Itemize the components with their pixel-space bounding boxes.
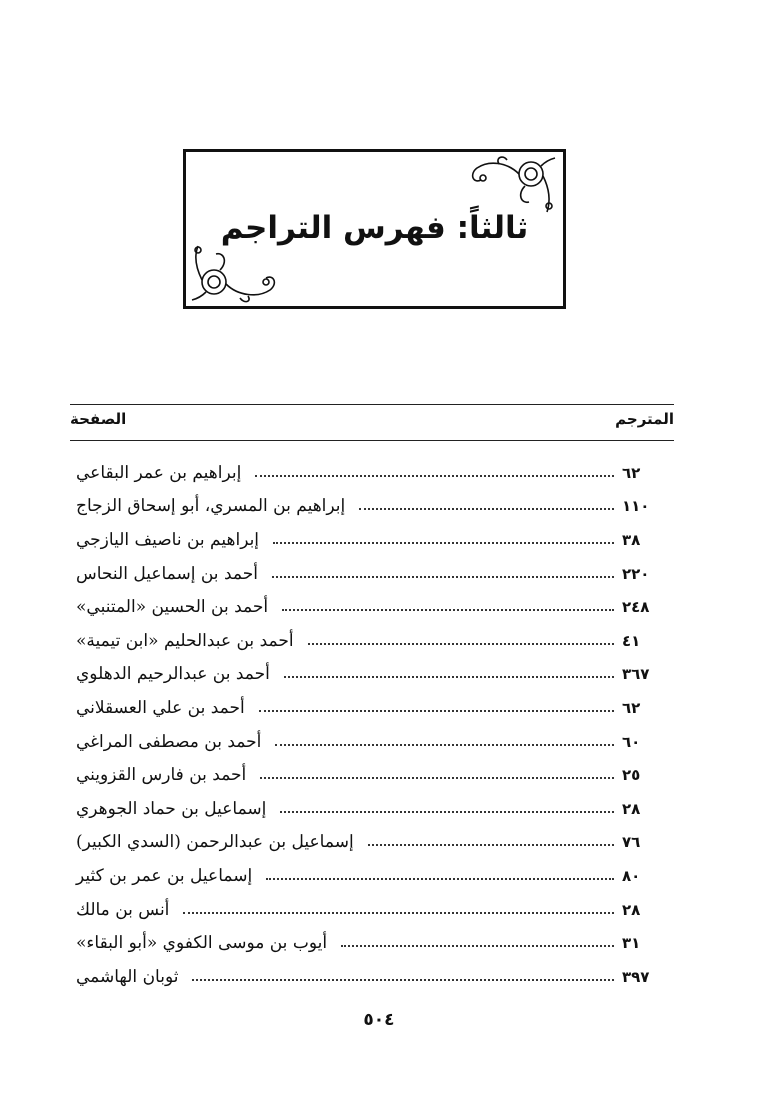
entry-name: أيوب بن موسى الكفوي «أبو البقاء»	[76, 933, 328, 954]
index-entry	[70, 926, 674, 960]
dot-leader	[192, 979, 614, 981]
top-rule	[70, 404, 674, 405]
index-entry	[70, 859, 674, 893]
floral-corner-ornament-icon	[188, 242, 288, 304]
entry-name: إبراهيم بن ناصيف اليازجي	[76, 529, 260, 550]
entry-page: ٦٠	[622, 732, 641, 751]
entry-page: ٢٨	[622, 900, 641, 919]
entry-name: أحمد بن مصطفى المراغي	[76, 731, 262, 752]
index-entry	[70, 624, 674, 658]
index-entry	[70, 523, 674, 557]
dot-leader	[280, 811, 614, 813]
dot-leader	[282, 609, 614, 611]
index-entry	[70, 456, 674, 490]
entry-name: إبراهيم بن عمر البقاعي	[76, 462, 242, 483]
entry-page: ٣٨	[622, 530, 641, 549]
index-entry	[70, 658, 674, 692]
index-entry	[70, 557, 674, 591]
dot-leader	[260, 777, 614, 779]
floral-corner-ornament-icon	[459, 154, 559, 216]
index-entry	[70, 792, 674, 826]
dot-leader	[341, 945, 614, 947]
entry-page: ١١٠	[622, 497, 650, 516]
entry-page: ٣١	[622, 934, 641, 953]
header-rule	[70, 440, 674, 441]
entry-name: إبراهيم بن المسري، أبو إسحاق الزجاج	[76, 496, 346, 517]
entry-name: ثوبان الهاشمي	[76, 966, 179, 987]
dot-leader	[272, 576, 614, 578]
index-entry	[70, 960, 674, 994]
entry-name: أحمد بن علي العسقلاني	[76, 697, 245, 718]
dot-leader	[273, 542, 614, 544]
index-entry	[70, 826, 674, 860]
dot-leader	[359, 508, 614, 510]
entry-name: أحمد بن فارس القزويني	[76, 765, 247, 786]
title-frame	[183, 149, 566, 309]
dot-leader	[183, 912, 614, 914]
dot-leader	[255, 475, 614, 477]
page-number: ٥٠٤	[363, 1010, 395, 1030]
dot-leader	[284, 676, 614, 678]
dot-leader	[308, 643, 614, 645]
entry-name: أحمد بن الحسين «المتنبي»	[76, 597, 269, 618]
index-entry	[70, 725, 674, 759]
index-list	[70, 456, 674, 994]
entry-name: أنس بن مالك	[76, 899, 170, 920]
index-entry	[70, 490, 674, 524]
index-entry	[70, 691, 674, 725]
dot-leader	[275, 744, 614, 746]
entry-name: إسماعيل بن حماد الجوهري	[76, 798, 267, 819]
dot-leader	[259, 710, 614, 712]
entry-page: ٢٨	[622, 799, 641, 818]
entry-name: إسماعيل بن عمر بن كثير	[76, 865, 253, 886]
entry-name: أحمد بن عبدالحليم «ابن تيمية»	[76, 630, 294, 651]
entry-page: ٦٢	[622, 698, 641, 717]
dot-leader	[368, 844, 614, 846]
entry-page: ٣٩٧	[622, 967, 650, 986]
entry-page: ٤١	[622, 631, 641, 650]
column-header-translated: المترجم	[615, 410, 674, 428]
entry-name: أحمد بن عبدالرحيم الدهلوي	[76, 664, 270, 685]
entry-page: ٢٢٠	[622, 564, 650, 583]
index-entry	[70, 758, 674, 792]
entry-page: ٢٥	[622, 766, 641, 785]
entry-name: أحمد بن إسماعيل النحاس	[76, 563, 258, 584]
entry-name: إسماعيل بن عبدالرحمن (السدي الكبير)	[76, 832, 354, 853]
entry-page: ٧٦	[622, 833, 641, 852]
entry-page: ٨٠	[622, 866, 641, 885]
entry-page: ٦٢	[622, 463, 641, 482]
column-header-page: الصفحة	[70, 410, 127, 428]
entry-page: ٢٤٨	[622, 598, 650, 617]
entry-page: ٣٦٧	[622, 665, 650, 684]
index-entry	[70, 893, 674, 927]
dot-leader	[266, 878, 614, 880]
index-entry	[70, 590, 674, 624]
page-title: ثالثاً: فهرس التراجم	[220, 210, 529, 246]
